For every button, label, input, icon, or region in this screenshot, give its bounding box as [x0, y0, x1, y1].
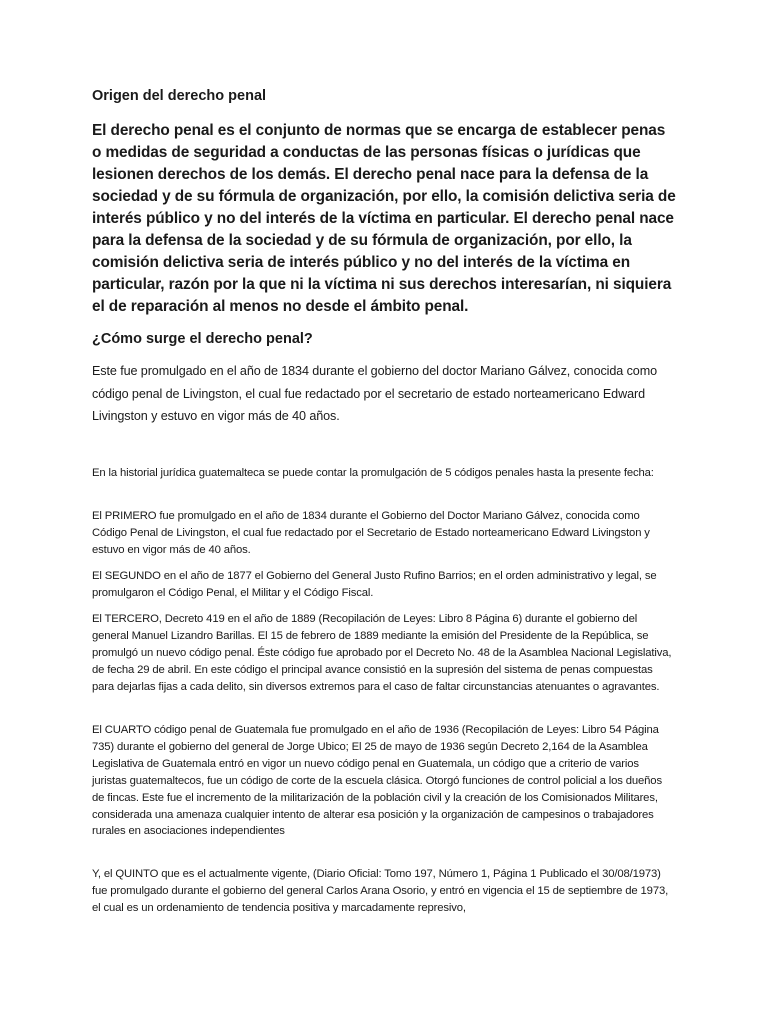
fourth-code-paragraph: El CUARTO código penal de Guatemala fue promulgado en el año de 1936 (Recopilación de Leyes: Libro 54 Página 735) durante el gobierno del general de Jorge Ubico; El 25 de mayo de 1936 según Decreto 2,164 de la Asamblea Legislativa de Guatemala entró en vigor un nuevo código penal en Guatemala, un código que a criterio de varios juristas guatemaltecos, fue un código de corte de la escuela clásica. Otorgó funciones de control policial a los dueños de fincas. Este fue el incremento de la militarización de la población civil y la creación de los Comisionados Militares, considerada una amenaza cualquier intento de alterar esa posición y la organización de campesinos o trabajadores rurales en asociaciones independientes — [92, 724, 662, 838]
history-paragraph: En la historial jurídica guatemalteca se puede contar la promulgación de 5 códigos penales hasta la presente fecha: — [92, 467, 654, 479]
first-code-paragraph: El PRIMERO fue promulgado en el año de 1834 durante el Gobierno del Doctor Mariano Gálvez, conocida como Código Penal de Livingston, el cual fue redactado por el Secretario de Estado norteamericano Edward Livingston y estuvo en vigor más de 40 años. — [92, 510, 650, 556]
second-code-paragraph: El SEGUNDO en el año de 1877 el Gobierno del General Justo Rufino Barrios; en el orden administrativo y legal, se promulgaron el Código Penal, el Militar y el Código Fiscal. — [92, 570, 657, 599]
page-title: Origen del derecho penal — [92, 88, 267, 104]
fifth-code-paragraph: Y, el QUINTO que es el actualmente vigente, (Diario Oficial: Tomo 197, Número 1, Página 1 Publicado el 30/08/1973) fue promulgado durante el gobierno del general Carlos Arana Osorio, y entró en vigencia el 15 de septiembre de 1973, el cual es un ordenamiento de tendencia positiva y marcadamente represivo, — [92, 868, 669, 914]
third-code-paragraph: El TERCERO, Decreto 419 en el año de 1889 (Recopilación de Leyes: Libro 8 Página 6) durante el gobierno del general Manuel Lizandro Barillas. El 15 de febrero de 1889 mediante la emisión del Presidente de la República, se promulgó un nuevo código penal. Éste código fue aprobado por el Decreto No. 48 de la Asamblea Nacional Legislativa, de fecha 29 de abril. En este código el principal avance consistió en la supresión del sistema de penas compuestas para dejarlas fijas a cada delito, sin diversos extremos para el caso de faltar circunstancias atenuantes o agravantes. — [92, 613, 672, 693]
summary-paragraph: Este fue promulgado en el año de 1834 durante el gobierno del doctor Mariano Gálvez, conocida como código penal de Livingston, el cual fue redactado por el secretario de estado norteamericano Edward Livingston y estuvo en vigor más de 40 años. — [92, 364, 657, 423]
intro-paragraph: El derecho penal es el conjunto de normas que se encarga de establecer penas o medidas de seguridad a conductas de las personas físicas o jurídicas que lesionen derechos de los demás. El derecho penal nace para la defensa de la sociedad y de su fórmula de organización, por ello, la comisión delictiva seria de interés público y no del interés de la víctima en particular. El derecho penal nace para la defensa de la sociedad y de su fórmula de organización, por ello, la comisión delictiva seria de interés público y no del interés de la víctima en particular, razón por la que ni la víctima ni sus derechos interesarían, ni siquiera el de reparación al menos no desde el ámbito penal. — [92, 122, 676, 315]
section-heading: ¿Cómo surge el derecho penal? — [92, 331, 313, 347]
